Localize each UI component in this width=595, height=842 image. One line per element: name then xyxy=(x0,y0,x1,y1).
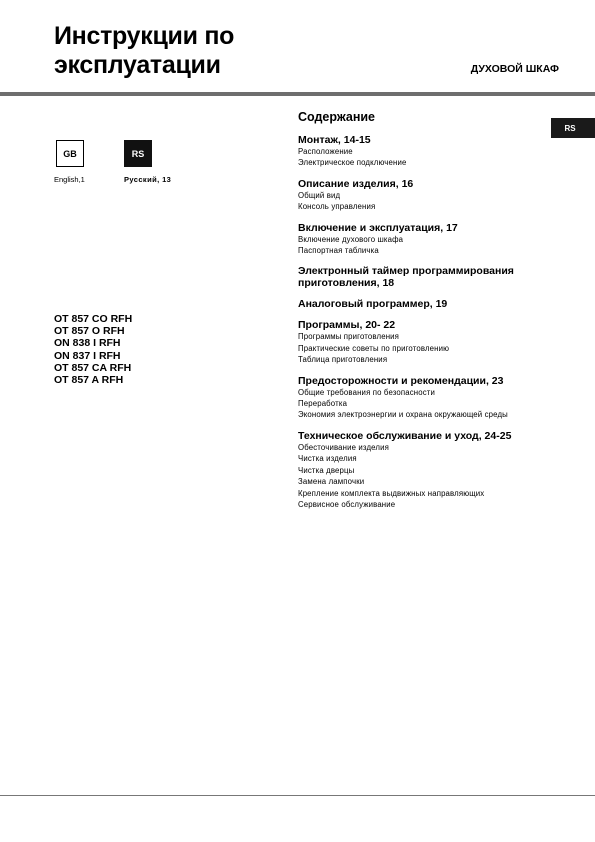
toc-item: Программы приготовления xyxy=(298,332,400,342)
product-type: ДУХОВОЙ ШКАФ xyxy=(470,63,559,75)
toc-section-title: Монтаж, 14-15 xyxy=(298,134,371,146)
toc-section xyxy=(298,375,543,421)
document-title xyxy=(54,22,314,80)
language-badge-rs: RS xyxy=(124,140,152,167)
toc-section-title: Электронный таймер программирования приготовления, 18 xyxy=(298,265,514,290)
toc-item: Практические советы по приготовлению xyxy=(298,343,450,353)
toc-section-title: Техническое обслуживание и уход, 24-25 xyxy=(298,429,512,442)
model-list xyxy=(54,313,132,386)
language-side-tab: RS xyxy=(551,118,595,138)
model-code: OT 857 A RFH xyxy=(54,374,124,387)
table-of-contents xyxy=(298,110,543,519)
toc-item: Электрическое подключение xyxy=(298,158,407,168)
toc-heading: Содержание xyxy=(298,110,376,124)
toc-item: Экономия электроэнергии и охрана окружающей среды xyxy=(298,410,508,420)
title-line-1: Инструкции по xyxy=(54,22,235,50)
toc-item: Общий вид xyxy=(298,190,341,200)
model-code: OT 857 CO RFH xyxy=(54,313,133,325)
model-code: OT 857 CA RFH xyxy=(54,361,132,374)
toc-section xyxy=(298,178,543,213)
toc-section-title: Включение и эксплуатация, 17 xyxy=(298,221,458,234)
title-line-2: эксплуатации xyxy=(54,51,221,79)
toc-item: Замена лампочки xyxy=(298,477,365,487)
toc-item: Чистка изделия xyxy=(298,454,357,464)
toc-item: Расположение xyxy=(298,147,353,156)
language-badge-gb: GB xyxy=(56,140,84,167)
toc-section-title: Аналоговый программер, 19 xyxy=(298,298,448,311)
toc-item: Переработка xyxy=(298,399,348,409)
toc-item: Таблица приготовления xyxy=(298,355,388,365)
language-label-gb: English,1 xyxy=(54,175,85,184)
toc-section-title: Программы, 20- 22 xyxy=(298,319,396,332)
toc-section xyxy=(298,298,543,310)
toc-item: Паспортная табличка xyxy=(298,246,379,256)
toc-item: Включение духового шкафа xyxy=(298,234,404,244)
header-rule xyxy=(0,92,595,96)
toc-section xyxy=(298,222,543,257)
model-code: ON 837 I RFH xyxy=(54,349,121,362)
toc-item: Чистка дверцы xyxy=(298,465,355,475)
toc-section xyxy=(298,319,543,365)
footer-rule xyxy=(0,795,595,796)
model-code: OT 857 O RFH xyxy=(54,325,125,338)
language-label-rs: Русский, 13 xyxy=(124,175,172,184)
toc-section xyxy=(298,265,543,289)
toc-item: Крепление комплекта выдвижных направляющих xyxy=(298,488,485,498)
toc-section-title: Предосторожности и рекомендации, 23 xyxy=(298,374,504,387)
toc-item: Обесточивание изделия xyxy=(298,442,389,452)
toc-item: Консоль управления xyxy=(298,202,376,212)
toc-section xyxy=(298,134,543,169)
toc-item: Общие требования по безопасности xyxy=(298,387,436,397)
toc-item: Сервисное обслуживание xyxy=(298,499,396,509)
toc-section xyxy=(298,430,543,510)
toc-section-title: Описание изделия, 16 xyxy=(298,177,414,190)
model-code: ON 838 I RFH xyxy=(54,337,121,350)
